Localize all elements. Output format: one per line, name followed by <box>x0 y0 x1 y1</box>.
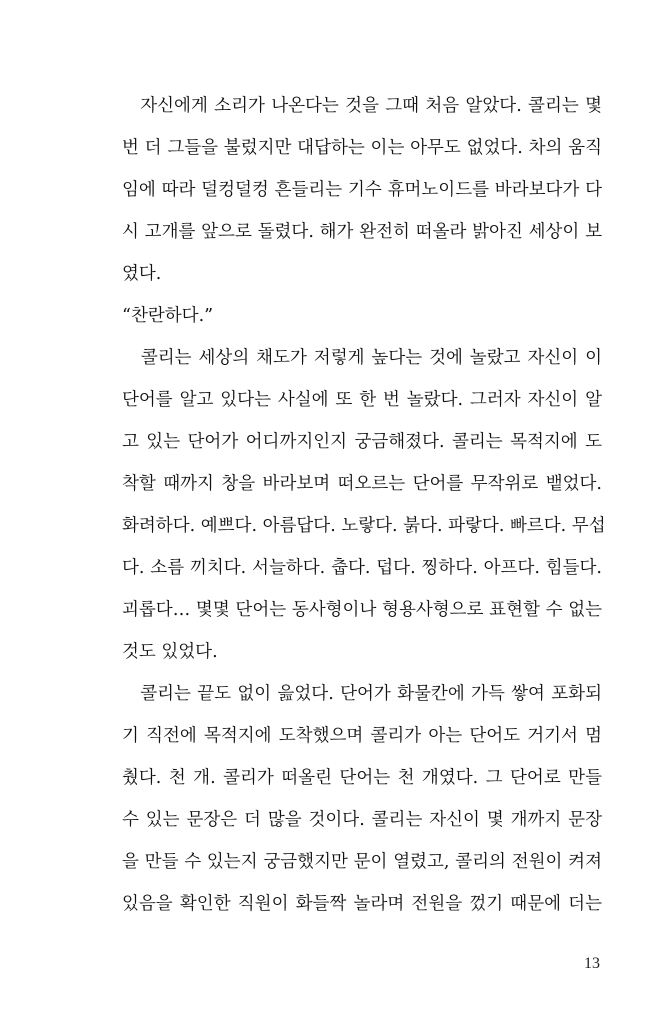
text-line: 다. 소름 끼치다. 서늘하다. 춥다. 덥다. 찡하다. 아프다. 힘들다. <box>122 558 602 578</box>
text-line: 콜리는 끝도 없이 읊었다. 단어가 화물칸에 가득 쌓여 포화되 <box>122 684 602 704</box>
page-number: 13 <box>584 955 600 972</box>
text-line: 착할 때까지 창을 바라보며 떠오르는 단어를 무작위로 뱉었다. <box>122 474 602 494</box>
text-line: 있음을 확인한 직원이 화들짝 놀라며 전원을 껐기 때문에 더는 <box>122 894 602 914</box>
text-line: 을 만들 수 있는지 궁금했지만 문이 열렸고, 콜리의 전원이 켜져 <box>122 852 602 872</box>
text-line: 자신에게 소리가 나온다는 것을 그때 처음 알았다. 콜리는 몇 <box>122 96 602 116</box>
text-line: 췄다. 천 개. 콜리가 떠올린 단어는 천 개였다. 그 단어로 만들 <box>122 768 602 788</box>
text-line: 화려하다. 예쁘다. 아름답다. 노랗다. 붉다. 파랗다. 빠르다. 무섭 <box>122 516 606 536</box>
text-line: 임에 따라 덜컹덜컹 흔들리는 기수 휴머노이드를 바라보다가 다 <box>122 180 602 200</box>
text-line: 시 고개를 앞으로 돌렸다. 해가 완전히 떠올라 밝아진 세상이 보 <box>122 222 602 242</box>
text-line: “찬란하다.” <box>122 306 214 326</box>
text-line: 고 있는 단어가 어디까지인지 궁금해졌다. 콜리는 목적지에 도 <box>122 432 603 452</box>
text-line: 기 직전에 목적지에 도착했으며 콜리가 아는 단어도 거기서 멈 <box>122 726 602 746</box>
text-line: 였다. <box>122 264 162 284</box>
text-line: 괴롭다… 몇몇 단어는 동사형이나 형용사형으로 표현할 수 없는 <box>122 600 602 620</box>
text-line: 콜리는 세상의 채도가 저렇게 높다는 것에 놀랐고 자신이 이 <box>122 348 602 368</box>
text-line: 것도 있었다. <box>122 642 218 662</box>
text-line: 번 더 그들을 불렀지만 대답하는 이는 아무도 없었다. 차의 움직 <box>122 138 602 158</box>
text-line: 단어를 알고 있다는 사실에 또 한 번 놀랐다. 그러자 자신이 알 <box>122 390 602 410</box>
text-line: 수 있는 문장은 더 많을 것이다. 콜리는 자신이 몇 개까지 문장 <box>122 810 602 830</box>
